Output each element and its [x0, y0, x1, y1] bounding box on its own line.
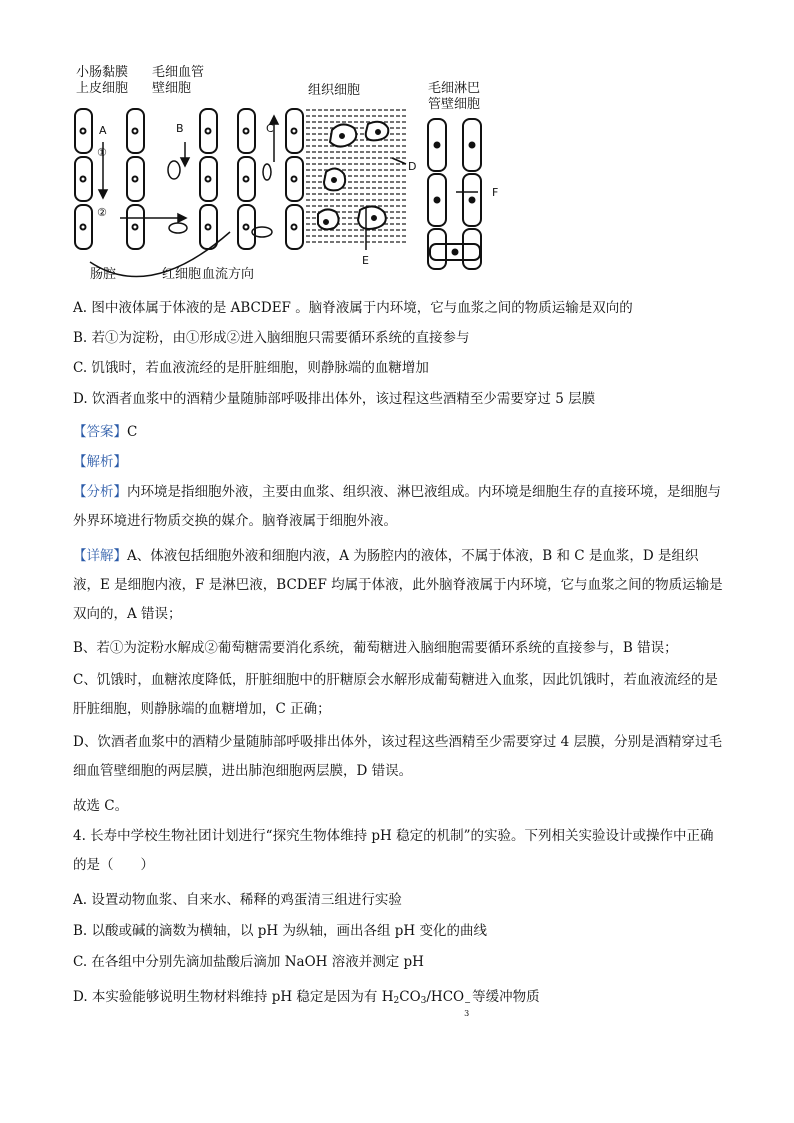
answer-line	[73, 422, 137, 442]
letter-A: A	[99, 124, 107, 137]
xiangjie-a	[73, 542, 723, 629]
label-flow: 血流方向	[202, 267, 255, 282]
lymph-cells	[428, 119, 481, 269]
letter-E: E	[362, 254, 369, 267]
xiangjie-tag: 【详解】	[73, 548, 127, 564]
xiangjie-a-text: A、体液包括细胞外液和细胞内液，A 为肠腔内的液体，不属于体液，B 和 C 是血浆，D 是组织液，E 是细胞内液，F 是淋巴液，BCDEF 均属于体液，此外脑脊液属于内环境，它与血浆之间的物质运输是双向的，A 错误；	[73, 548, 723, 622]
q4-option-C: C. 在各组中分别先滴加盐酸后滴加 NaOH 溶液并测定 pH	[73, 954, 424, 970]
letter-C: C	[266, 122, 274, 135]
answer-tag: 【答案】	[73, 424, 127, 440]
option-C: C. 饥饿时，若血液流经的是肝脏细胞，则静脉端的血糖增加	[73, 360, 429, 376]
fenxi-text: 内环境是指细胞外液，主要由血浆、组织液、淋巴液组成。内环境是细胞生存的直接环境，是细胞与外界环境进行物质交换的媒介。脑脊液属于细胞外液。	[73, 484, 721, 529]
analysis-tag: 【解析】	[73, 454, 127, 470]
xiangjie-d: D、饮酒者血浆中的酒精少量随肺部呼吸排出体外，该过程这些酒精至少需要穿过 4 层膜，分别是酒精穿过毛细血管壁细胞的两层膜，进出肺泡细胞两层膜，D 错误。	[73, 734, 722, 779]
step-2: ②	[97, 206, 107, 219]
letter-F: F	[492, 186, 499, 199]
label-rbc: 红细胞	[162, 267, 202, 282]
label-tissue-cell: 组织细胞	[308, 83, 361, 98]
answer-value: C	[127, 424, 138, 440]
letter-B: B	[176, 122, 184, 135]
option-A: A. 图中液体属于体液的是 ABCDEF 。脑脊液属于内环境，它与血浆之间的物质运输是双向的	[73, 300, 633, 316]
red-blood-cells	[168, 161, 272, 237]
label-intestine-2: 上皮细胞	[76, 81, 129, 96]
step-1: ①	[97, 146, 107, 159]
label-capillary-2: 壁细胞	[152, 81, 192, 96]
fenxi-para	[73, 478, 723, 536]
label-lumen: 肠腔	[90, 267, 117, 282]
tissue-border-cells	[286, 109, 303, 249]
body-fluid-diagram	[70, 62, 530, 290]
diagram-arrows	[90, 116, 478, 277]
diagram-figure	[70, 62, 530, 290]
label-lymph-2: 管壁细胞	[428, 97, 481, 112]
fenxi-tag: 【分析】	[73, 484, 127, 500]
option-B: B. 若①为淀粉，由①形成②进入脑细胞只需要循环系统的直接参与	[73, 330, 470, 346]
capillary-cells-mid	[200, 109, 217, 249]
label-capillary-1: 毛细血管	[152, 65, 205, 80]
q4-option-D: D. 本实验能够说明生物材料维持 pH 稳定是因为有 $H_2CO_3$/HCO − 3 等缓冲物质	[73, 989, 540, 1018]
option-D: D. 饮酒者血浆中的酒精少量随肺部呼吸排出体外，该过程这些酒精至少需要穿过 5 层膜	[73, 391, 596, 407]
letter-D: D	[408, 160, 417, 173]
q4-option-A: A. 设置动物血浆、自来水、稀释的鸡蛋清三组进行实验	[73, 892, 402, 908]
xiangjie-b: B、若①为淀粉水解成②葡萄糖需要消化系统，葡萄糖进入脑细胞需要循环系统的直接参与，B 错误；	[73, 640, 678, 656]
q4-option-B: B. 以酸或碱的滴数为横轴，以 pH 为纵轴，画出各组 pH 变化的曲线	[73, 923, 487, 939]
capillary-cells-left	[127, 109, 144, 249]
intestine-cells	[75, 109, 92, 249]
label-intestine-1: 小肠黏膜	[76, 65, 129, 80]
tissue-cells	[318, 122, 388, 230]
conclusion: 故选 C。	[73, 798, 129, 814]
label-lymph-1: 毛细淋巴	[428, 81, 481, 96]
xiangjie-c: C、饥饿时，血糖浓度降低，肝脏细胞中的肝糖原会水解形成葡萄糖进入血浆，因此饥饿时，若血液流经的是肝脏细胞，则静脉端的血糖增加，C 正确；	[73, 672, 718, 717]
q4-stem: 4. 长寿中学校生物社团计划进行“探究生物体维持 pH 稳定的机制”的实验。下列相关实验设计或操作中正确的是（ ）	[73, 828, 714, 873]
capillary-cells-right	[238, 109, 255, 249]
